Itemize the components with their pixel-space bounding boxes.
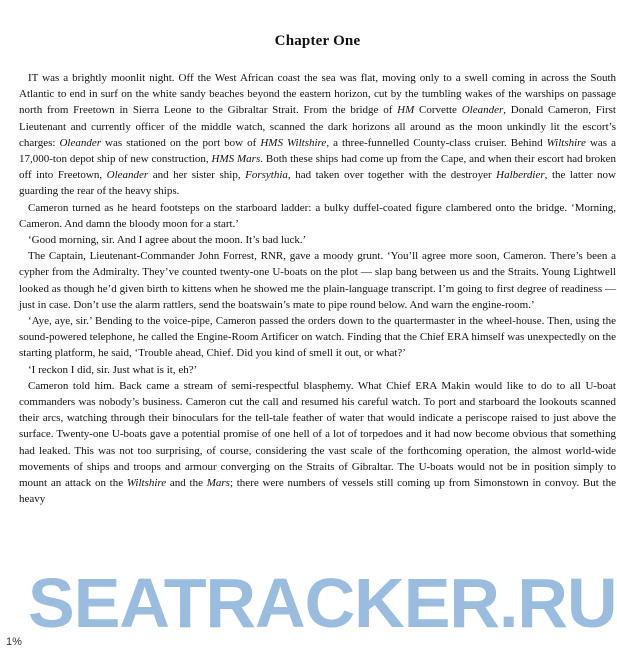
paragraph: IT was a brightly moonlit night. Off the West African coast the sea was flat, moving only to a swell coming in across the South Atlantic to end in surf on the white sandy beaches beyond the eastern horizon, cut by the tumbling wakes of the warships on passage north from Freetown in Sierra Leone to the Gibraltar Strait. From the bridge of HM Corvette Oleander, Donald Cameron, First Lieutenant and currently officer of the middle watch, scanned the dark horizons all around as the moon unkindly lit the escort’s charges: Oleander was stationed on the port bow of HMS Wiltshire, a three-funnelled County-class cruiser. Behind Wiltshire was a 17,000-ton depot ship of new construction, HMS Mars. Both these ships had come up from the Cape, and when their escort had broken off into Freetown, Oleander and her sister ship, Forsythia, had taken over together with the destroyer Halberdier, the latter now guarding the rear of the heavy ships. xyxy=(19,72,616,198)
watermark-logo: SEATRACKER.RU xyxy=(28,566,617,640)
paragraph: Cameron told him. Back came a stream of semi-respectful blasphemy. What Chief ERA Makin would like to do to all U-boat commanders was nobody’s business. Cameron cut the call and resumed his careful watch. To port and starboard the lookouts scanned their arcs, watching through their binoculars for the tell-tale feather of water that would indicate a periscope raised to just above the surface. Twenty-one U-boats gave a potential promise of one hell of a lot of torpedoes and it had now become obvious that something had leaked. This was not too surprising, of course, considering the vast scale of the forthcoming operation, the almost world-wide movements of ships and troops and armour converging on the Straits of Gibraltar. The U-boats would not be in position simply to mount an attack on the Wiltshire and the Mars; there were numbers of vessels still coming up from Simonstown in convoy. But the heavy xyxy=(19,379,616,506)
reading-progress: 1% xyxy=(6,636,22,648)
reader-page xyxy=(19,0,616,652)
italic-run: Mars xyxy=(206,477,230,490)
paragraph: ‘Aye, aye, sir.’ Bending to the voice-pipe, Cameron passed the orders down to the quartermaster in the wheel-house. Then, using the sound-powered telephone, he called the Engine-Room Artificer on watch. Finding that the Chief ERA himself was unexpectedly on the starting platform, he said, ‘Trouble ahead, Chief. Did you kind of smell it out, or what?’ xyxy=(19,315,616,360)
italic-run: Wiltshire xyxy=(126,477,167,490)
chapter-title: Chapter One xyxy=(274,33,361,49)
italic-run: Oleander xyxy=(461,104,504,117)
paragraph: Cameron turned as he heard footsteps on the starboard ladder: a bulky duffel-coated figure clambered onto the bridge. ‘Morning, Cameron. And damn the bloody moon for a start.’ xyxy=(19,201,616,230)
paragraph: The Captain, Lieutenant-Commander John Forrest, RNR, gave a moody grunt. ‘You’ll agree more soon, Cameron. There’s been a cypher from the Admiralty. They’ve counted twenty-one U-boats on the plot — slap bang between us and the Straits. Young Lightwell looked as though he’d given birth to kittens when he showed me the plain-language transcript. I’m going to first degree of readiness — just in case. Don’t use the alarm rattlers, send the boatswain’s mate to pipe round below. And warn the engine-room.’ xyxy=(19,250,616,311)
paragraph: ‘Good morning, sir. And I agree about the moon. It’s bad luck.’ xyxy=(28,234,307,247)
italic-run: Wiltshire xyxy=(546,136,586,149)
italic-run: HMS Mars xyxy=(211,153,261,166)
italic-run: HMS Wiltshire xyxy=(260,136,327,149)
italic-run: Oleander xyxy=(106,169,149,182)
italic-run: HM xyxy=(397,104,415,117)
paragraph: ‘I reckon I did, sir. Just what is it, eh?’ xyxy=(28,363,198,376)
italic-run: Halberdier xyxy=(496,169,545,182)
italic-run: Oleander xyxy=(59,136,102,149)
chapter-body xyxy=(19,70,616,507)
italic-run: Forsythia xyxy=(245,169,288,182)
